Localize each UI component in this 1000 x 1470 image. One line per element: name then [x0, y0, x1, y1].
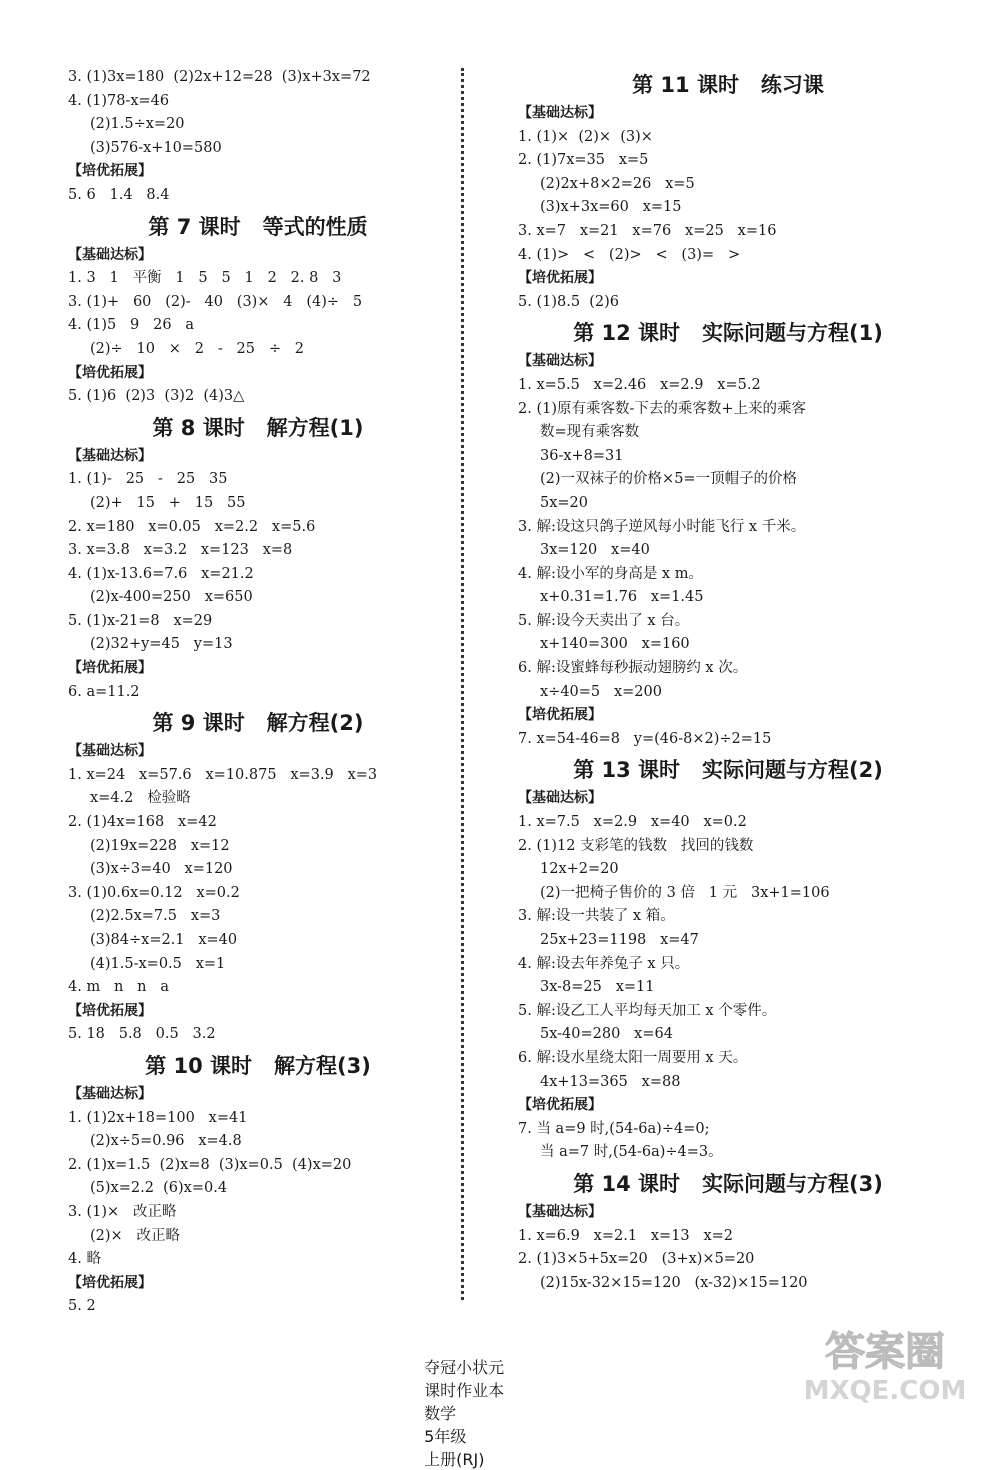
- section-label: 【培优拓展】: [518, 1097, 602, 1114]
- answer-line: 7. x=54-46=8 y=(46-8×2)÷2=15: [518, 730, 772, 747]
- answer-line: 2. (1)x=1.5 (2)x=8 (3)x=0.5 (4)x=20: [68, 1156, 352, 1173]
- answer-line: 4x+13=365 x=88: [540, 1073, 681, 1090]
- answer-line: (2)2x+8×2=26 x=5: [540, 175, 695, 192]
- watermark-logo: [790, 1325, 980, 1405]
- section-label: 【基础达标】: [518, 353, 602, 370]
- answer-line: 5. (1)x-21=8 x=29: [68, 612, 213, 629]
- answer-line: 1. x=5.5 x=2.46 x=2.9 x=5.2: [518, 376, 761, 393]
- answer-line: 6. a=11.2: [68, 683, 140, 700]
- answer-line: 4. m n n a: [68, 979, 169, 996]
- answer-line: 4. (1)5 9 26 a: [68, 317, 195, 334]
- watermark-bottom-text: MXQE.COM: [803, 1376, 967, 1405]
- answer-line: 4. 解:设小军的身高是 x m。: [518, 565, 703, 582]
- answer-line: 2. (1)12 支彩笔的钱数 找回的钱数: [518, 837, 754, 854]
- answer-line: 4. 略: [68, 1251, 101, 1268]
- answer-line: (2)x÷5=0.96 x=4.8: [90, 1133, 242, 1150]
- section-label: 【基础达标】: [68, 1085, 152, 1102]
- answer-line: 2. (1)7x=35 x=5: [518, 152, 649, 169]
- answer-line: 1. x=6.9 x=2.1 x=13 x=2: [518, 1227, 734, 1244]
- answer-line: (3)576-x+10=580: [90, 139, 222, 156]
- answer-line: 3x-8=25 x=11: [540, 979, 655, 996]
- answer-line: 3. (1)0.6x=0.12 x=0.2: [68, 884, 240, 901]
- answer-line: x+140=300 x=160: [540, 636, 690, 653]
- answer-line: 5x=20: [540, 494, 589, 511]
- answer-line: 3. x=7 x=21 x=76 x=25 x=16: [518, 222, 777, 239]
- answer-line: 7. 当 a=9 时,(54-6a)÷4=0;: [518, 1120, 710, 1137]
- answer-line: x=4.2 检验略: [90, 790, 191, 807]
- answer-line: 3. (1)+ 60 (2)- 40 (3)× 4 (4)÷ 5: [68, 293, 363, 310]
- answer-line: 1. x=7.5 x=2.9 x=40 x=0.2: [518, 814, 747, 831]
- section-label: 【基础达标】: [518, 105, 602, 121]
- answer-line: (2)÷ 10 × 2 - 25 ÷ 2: [90, 340, 305, 357]
- answer-line: 6. 解:设蜜蜂每秒振动翅膀约 x 次。: [518, 660, 748, 677]
- answer-line: 1. (1)2x+18=100 x=41: [68, 1109, 248, 1126]
- answer-line: 1. (1)× (2)× (3)×: [518, 128, 653, 145]
- left-column: [68, 66, 448, 1319]
- lesson-heading: 第 11 课时 练习课: [632, 73, 824, 97]
- answer-line: 5. (1)6 (2)3 (3)2 (4)3△: [68, 388, 245, 405]
- answer-line: x+0.31=1.76 x=1.45: [540, 589, 704, 606]
- answer-line: 5. 6 1.4 8.4: [68, 186, 170, 203]
- answer-line: 当 a=7 时,(54-6a)÷4=3。: [540, 1144, 723, 1161]
- answer-line: (2)19x=228 x=12: [90, 837, 230, 854]
- answer-line: 3. x=3.8 x=3.2 x=123 x=8: [68, 542, 293, 559]
- answer-line: (2)32+y=45 y=13: [90, 636, 233, 653]
- section-label: 【培优拓展】: [68, 660, 152, 677]
- answer-line: 36-x+8=31: [540, 447, 624, 464]
- lesson-heading: 第 7 课时 等式的性质: [148, 214, 368, 239]
- answer-line: 5. 解:设今天卖出了 x 台。: [518, 612, 690, 629]
- answer-line: (2)一双袜子的价格×5=一顶帽子的价格: [540, 471, 798, 488]
- lesson-heading: 第 10 课时 解方程(3): [145, 1053, 371, 1078]
- answer-line: (2)× 改正略: [90, 1227, 181, 1244]
- footer-volume: 上册(RJ): [424, 1450, 485, 1469]
- section-label: 【基础达标】: [68, 447, 152, 464]
- answer-line: 3. 解:设这只鸽子逆风每小时能飞行 x 千米。: [518, 518, 806, 535]
- answer-line: 3. (1)3x=180 (2)2x+12=28 (3)x+3x=72: [68, 69, 371, 85]
- section-label: 【培优拓展】: [68, 364, 152, 381]
- answer-line: (2)一把椅子售价的 3 倍 1 元 3x+1=106: [540, 884, 830, 901]
- column-divider: [461, 68, 464, 1300]
- lesson-heading: 第 13 课时 实际问题与方程(2): [573, 758, 883, 783]
- footer-grade: 5年级: [424, 1427, 467, 1446]
- section-label: 【基础达标】: [518, 790, 602, 807]
- answer-line: (3)84÷x=2.1 x=40: [90, 932, 238, 948]
- answer-line: (2)15x-32×15=120 (x-32)×15=120: [540, 1274, 808, 1291]
- answer-line: 5. 18 5.8 0.5 3.2: [68, 1026, 216, 1043]
- section-label: 【培优拓展】: [518, 707, 602, 724]
- section-label: 【基础达标】: [68, 743, 152, 760]
- lesson-heading: 第 12 课时 实际问题与方程(1): [573, 321, 883, 346]
- answer-line: 1. x=24 x=57.6 x=10.875 x=3.9 x=3: [68, 766, 378, 783]
- section-label: 【培优拓展】: [68, 1002, 152, 1019]
- answer-line: 4. (1)x-13.6=7.6 x=21.2: [68, 565, 254, 582]
- footer-brand: 夺冠小状元: [424, 1358, 505, 1377]
- answer-line: 4. (1)78-x=46: [68, 92, 170, 109]
- answer-line: (3)x÷3=40 x=120: [90, 861, 233, 878]
- answer-line: 12x+2=20: [540, 861, 619, 878]
- answer-line: 2. (1)4x=168 x=42: [68, 814, 217, 831]
- answer-line: 2. (1)原有乘客数-下去的乘客数+上来的乘客: [518, 400, 807, 417]
- section-label: 【培优拓展】: [68, 163, 152, 180]
- answer-line: 2. (1)3×5+5x=20 (3+x)×5=20: [518, 1251, 755, 1268]
- answer-line: 4. (1)> < (2)> < (3)= >: [518, 246, 741, 263]
- answer-line: 1. (1)- 25 - 25 35: [68, 471, 228, 488]
- answer-line: 5. 解:设乙工人平均每天加工 x 个零件。: [518, 1002, 777, 1019]
- answer-line: 5x-40=280 x=64: [540, 1026, 673, 1043]
- answer-line: (2)2.5x=7.5 x=3: [90, 908, 221, 925]
- right-column: [518, 66, 938, 1295]
- answer-line: x÷40=5 x=200: [540, 683, 662, 700]
- answer-line: 5. (1)8.5 (2)6: [518, 293, 620, 310]
- answer-line: (3)x+3x=60 x=15: [540, 199, 682, 216]
- answer-line: 3. (1)× 改正略: [68, 1203, 177, 1220]
- answer-line: 25x+23=1198 x=47: [540, 932, 699, 948]
- answer-line: (2)+ 15 + 15 55: [90, 494, 246, 511]
- section-label: 【基础达标】: [518, 1203, 602, 1220]
- footer-book: 课时作业本: [424, 1381, 505, 1400]
- answer-line: (2)1.5÷x=20: [90, 116, 185, 133]
- lesson-heading: 第 8 课时 解方程(1): [152, 415, 364, 440]
- page-footer: [414, 1336, 518, 1470]
- answer-line: (2)x-400=250 x=650: [90, 589, 253, 606]
- lesson-heading: 第 9 课时 解方程(2): [152, 711, 364, 736]
- answer-line: (4)1.5-x=0.5 x=1: [90, 955, 226, 972]
- section-label: 【基础达标】: [68, 246, 152, 263]
- answer-line: 3. 解:设一共装了 x 箱。: [518, 908, 675, 925]
- watermark-top-text: 答案圈: [825, 1329, 945, 1375]
- answer-line: 3x=120 x=40: [540, 542, 650, 559]
- lesson-heading: 第 14 课时 实际问题与方程(3): [573, 1171, 883, 1196]
- answer-line: 数=现有乘客数: [540, 424, 640, 441]
- answer-line: 1. 3 1 平衡 1 5 5 1 2 2. 8 3: [68, 270, 342, 287]
- answer-line: 6. 解:设水星绕太阳一周要用 x 天。: [518, 1049, 748, 1066]
- footer-subject: 数学: [424, 1404, 457, 1423]
- section-label: 【培优拓展】: [68, 1274, 152, 1291]
- answer-line: 2. x=180 x=0.05 x=2.2 x=5.6: [68, 518, 316, 535]
- answer-line: 4. 解:设去年养兔子 x 只。: [518, 955, 690, 972]
- answer-line: (5)x=2.2 (6)x=0.4: [90, 1180, 228, 1197]
- section-label: 【培优拓展】: [518, 270, 602, 287]
- answer-line: 5. 2: [68, 1298, 96, 1315]
